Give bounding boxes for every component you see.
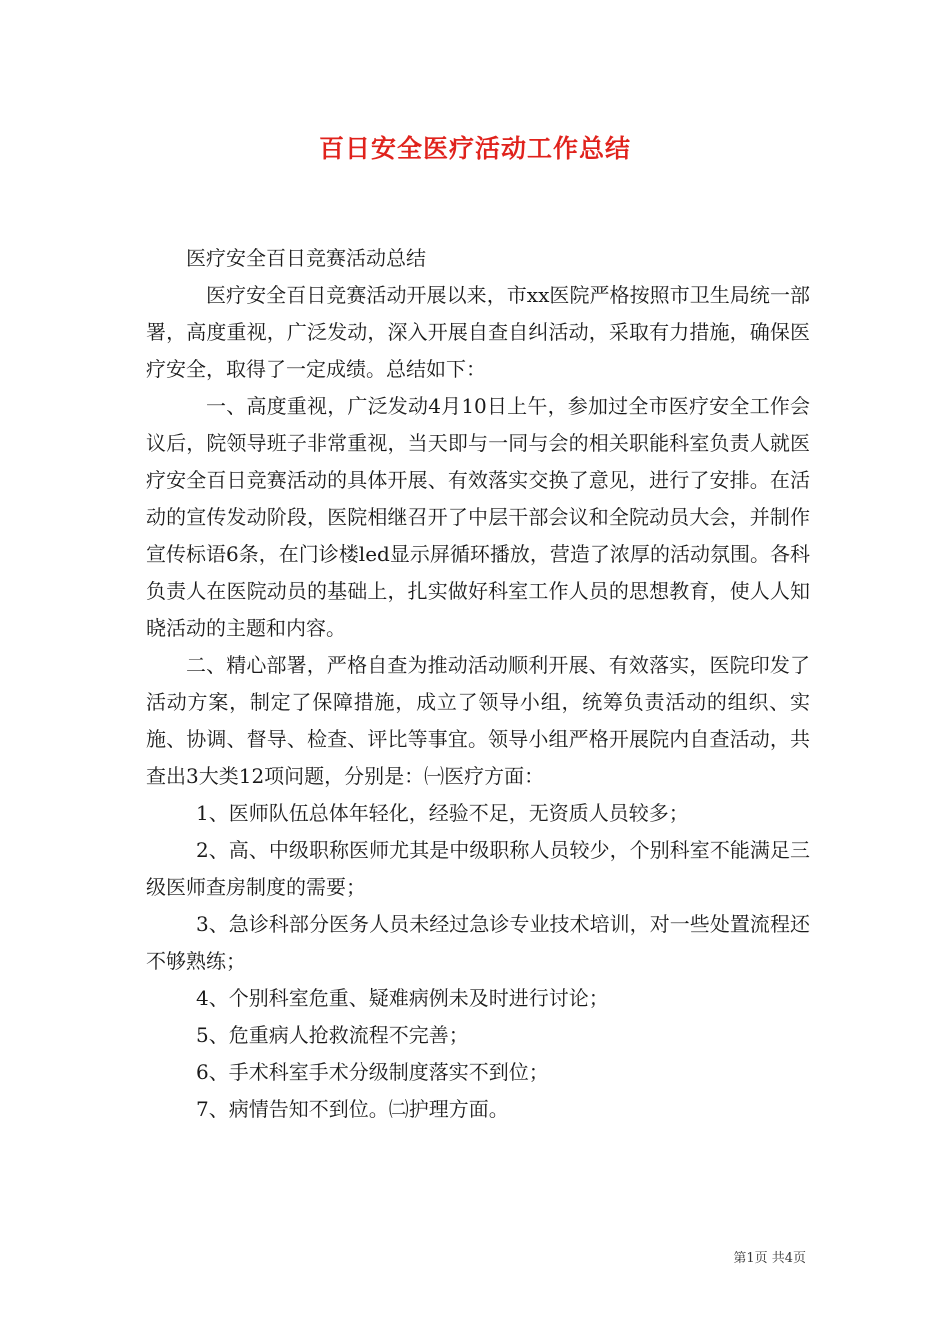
list-item: 6、手术科室手术分级制度落实不到位；: [196, 1060, 549, 1084]
list-item: 2、高、中级职称医师尤其是中级职称人员较少，个别科室不能满足三级医师查房制度的需要；: [146, 838, 810, 899]
paragraph-section-1: 一、高度重视，广泛发动4月10日上午，参加过全市医疗安全工作会议后，院领导班子非常重视，当天即与一同与会的相关职能科室负责人就医疗安全百日竞赛活动的具体开展、有效落实交换了意见，进行了安排。在活动的宣传发动阶段，医院相继召开了中层干部会议和全院动员大会，并制作宣传标语6条，在门诊楼led显示屏循环播放，营造了浓厚的活动氛围。各科负责人在医院动员的基础上，扎实做好科室工作人员的思想教育，使人人知晓活动的主题和内容。: [146, 394, 810, 640]
page-number: 第1页 共4页: [733, 1251, 806, 1266]
paragraph-section-2: 二、精心部署，严格自查为推动活动顺利开展、有效落实，医院印发了活动方案，制定了保障措施，成立了领导小组，统筹负责活动的组织、实施、协调、督导、检查、评比等事宜。领导小组严格开展院内自查活动，共查出3大类12项问题，分别是：㈠医疗方面：: [146, 653, 810, 788]
list-item: 5、危重病人抢救流程不完善；: [196, 1023, 469, 1047]
list-item: 4、个别科室危重、疑难病例未及时进行讨论；: [196, 986, 609, 1010]
page-title: 百日安全医疗活动工作总结: [318, 134, 631, 163]
list-item: 1、医师队伍总体年轻化，经验不足，无资质人员较多；: [196, 801, 689, 825]
list-item: 7、病情告知不到位。㈡护理方面。: [196, 1097, 509, 1121]
paragraph-intro: 医疗安全百日竞赛活动开展以来，市xx医院严格按照市卫生局统一部署，高度重视，广泛发动，深入开展自查自纠活动，采取有力措施，确保医疗安全，取得了一定成绩。总结如下：: [146, 283, 810, 381]
list-item: 3、急诊科部分医务人员未经过急诊专业技术培训，对一些处置流程还不够熟练；: [146, 912, 810, 973]
document-body: [146, 240, 810, 1128]
document-subtitle: 医疗安全百日竞赛活动总结: [186, 246, 426, 270]
